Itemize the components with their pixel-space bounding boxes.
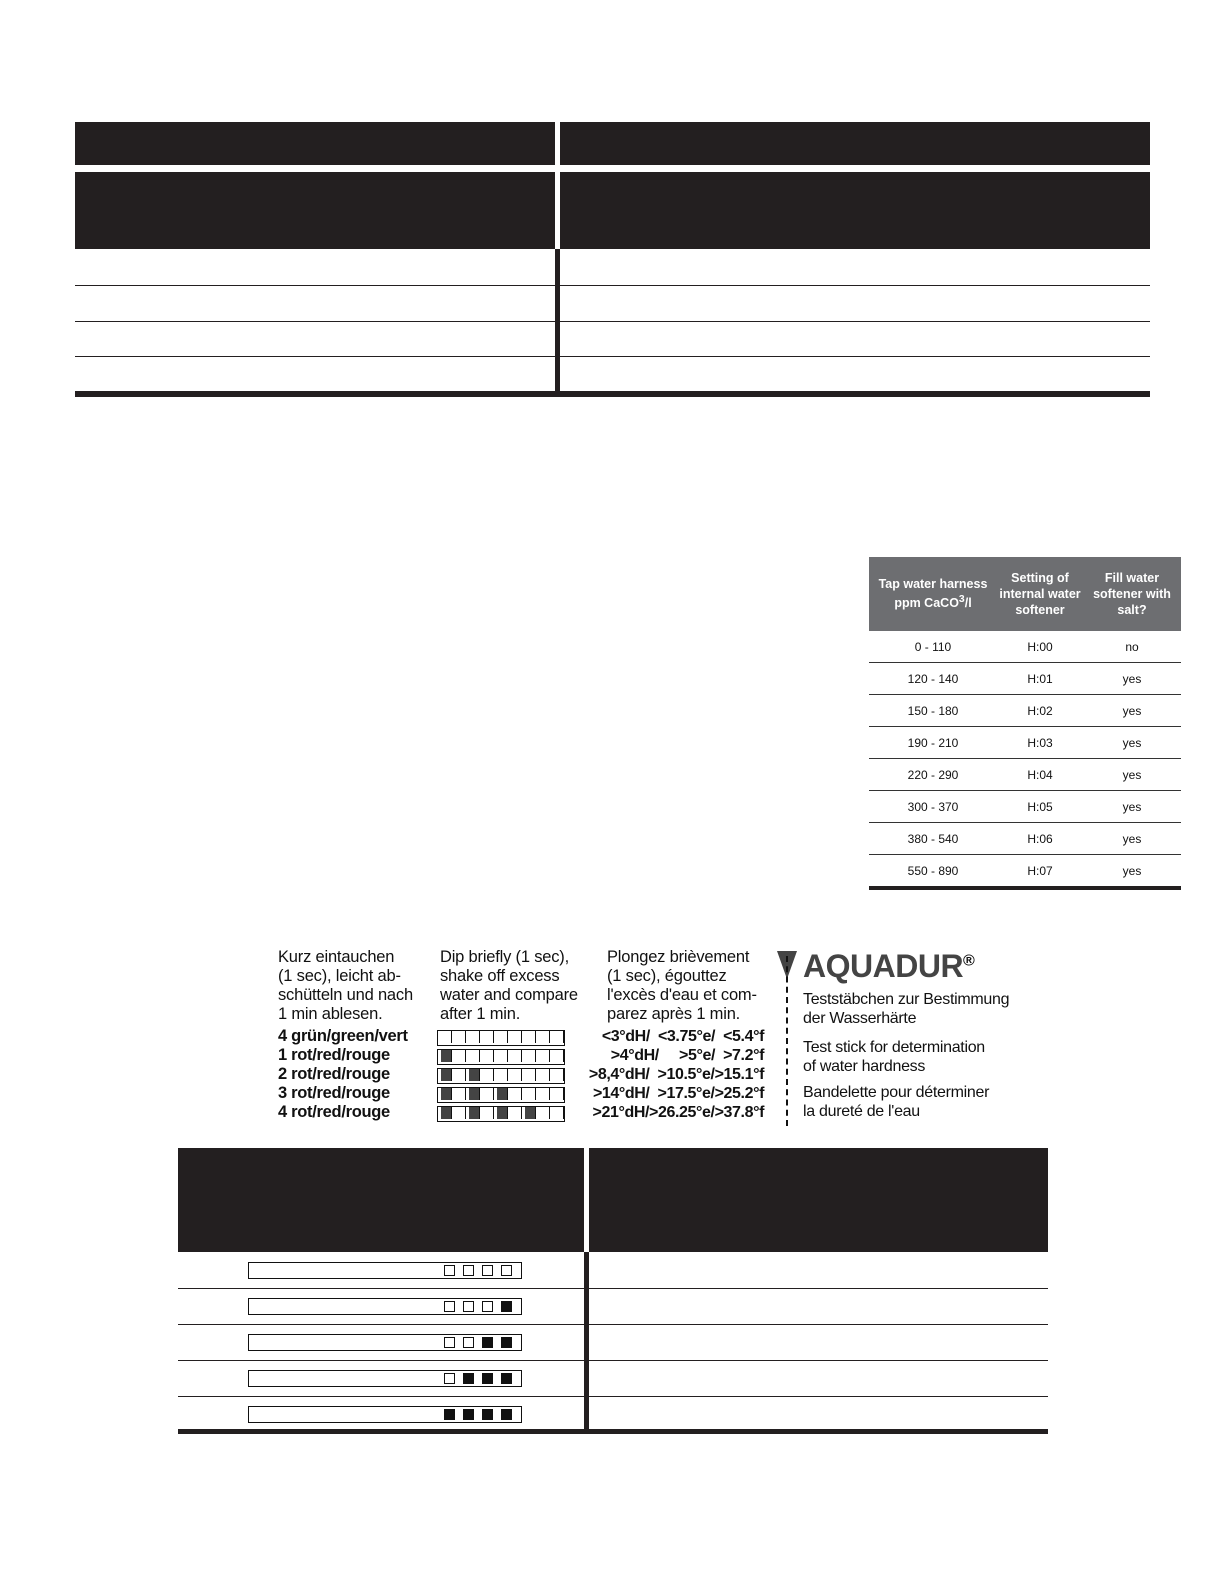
hardness-range-cell: 550 - 890 <box>907 863 959 878</box>
text-line: (1 sec), leicht ab- <box>278 967 401 985</box>
salt-cell: no <box>1125 639 1139 654</box>
strip-pad <box>511 1031 522 1043</box>
strip-pad <box>483 1031 494 1043</box>
strip-pad <box>539 1031 550 1043</box>
strip-pad <box>469 1107 480 1119</box>
strip-square <box>501 1265 512 1276</box>
test-strip <box>437 1106 565 1122</box>
text-line: der Wasserhärte <box>803 1010 917 1027</box>
text-line: la dureté de l'eau <box>803 1103 920 1120</box>
dashed-separator <box>786 956 788 1126</box>
strip-pad <box>483 1088 494 1100</box>
hardness-range-cell: 220 - 290 <box>907 767 959 782</box>
strip-pad <box>525 1069 536 1081</box>
strip-pad <box>511 1088 522 1100</box>
strip-table-column-divider <box>584 1252 589 1432</box>
instructions-fr <box>607 948 757 1024</box>
strip-indicator <box>248 1406 522 1423</box>
strip-square <box>444 1265 455 1276</box>
text-line: Plongez brièvement <box>607 948 750 966</box>
strip-square <box>463 1265 474 1276</box>
text-line: l'excès d'eau et com- <box>607 986 757 1004</box>
strip-pad <box>539 1088 550 1100</box>
strip-table-header <box>178 1148 1048 1252</box>
strip-pad <box>553 1031 564 1043</box>
hardness-value: >21°dH/>26.25°e/>37.8°f <box>592 1104 764 1121</box>
strip-square <box>501 1337 512 1348</box>
softener-setting-cell: H:01 <box>1027 671 1053 686</box>
aquadur-label <box>270 948 1030 1133</box>
color-row-label: 3 rot/red/rouge <box>278 1084 390 1102</box>
description-fr <box>803 1083 989 1121</box>
header-text: ppm CaCO <box>894 596 959 611</box>
strip-square <box>444 1301 455 1312</box>
strip-pad <box>511 1050 522 1062</box>
softener-setting-cell: H:00 <box>1027 639 1053 654</box>
text-line: Test stick for determination <box>803 1039 985 1056</box>
strip-indicator <box>248 1298 522 1315</box>
salt-cell: yes <box>1122 831 1142 846</box>
strip-square <box>463 1301 474 1312</box>
strip-indicator <box>248 1262 522 1279</box>
color-row-label: 1 rot/red/rouge <box>278 1046 390 1064</box>
top-table-header-divider <box>555 122 560 249</box>
hardness-value: >14°dH/ >17.5°e/>25.2°f <box>592 1085 764 1102</box>
hardness-value: >4°dH/ >5°e/ >7.2°f <box>610 1047 764 1064</box>
softener-setting-cell: H:03 <box>1027 735 1053 750</box>
text-line: Kurz eintauchen <box>278 948 395 966</box>
top-table-subheader-row <box>75 172 1150 249</box>
text-line: after 1 min. <box>440 1005 521 1023</box>
strip-square <box>463 1337 474 1348</box>
salt-cell: yes <box>1122 767 1142 782</box>
strip-pad <box>455 1069 466 1081</box>
strip-pad <box>469 1031 480 1043</box>
table-row <box>869 695 1181 727</box>
strip-square <box>444 1373 455 1384</box>
salt-cell: yes <box>1122 863 1142 878</box>
strip-pad <box>553 1107 564 1119</box>
strip-table-header-divider <box>584 1148 589 1252</box>
strip-pad <box>497 1088 508 1100</box>
header-fill-salt: Fill water softener with salt? <box>1093 571 1171 617</box>
header-text: /l <box>964 596 972 611</box>
strip-pad <box>539 1050 550 1062</box>
strip-pad <box>441 1069 452 1081</box>
softener-setting-cell: H:05 <box>1027 799 1053 814</box>
strip-square <box>482 1301 493 1312</box>
strip-square <box>482 1265 493 1276</box>
description-de <box>803 990 1009 1028</box>
strip-pad <box>553 1069 564 1081</box>
hardness-range-cell: 300 - 370 <box>907 799 959 814</box>
top-table-column-divider <box>555 249 560 391</box>
text-line: of water hardness <box>803 1058 926 1075</box>
strip-pad <box>455 1050 466 1062</box>
strip-square <box>501 1373 512 1384</box>
strip-pad <box>455 1088 466 1100</box>
aquadur-brand <box>803 948 974 985</box>
strip-square <box>501 1409 512 1420</box>
header-sup: 3 <box>958 594 965 606</box>
strip-square <box>444 1337 455 1348</box>
strip-square <box>482 1337 493 1348</box>
strip-table-row-line <box>178 1396 1048 1397</box>
table-row <box>869 855 1181 890</box>
strip-pad <box>483 1069 494 1081</box>
salt-cell: yes <box>1122 671 1142 686</box>
strip-square <box>463 1373 474 1384</box>
salt-cell: yes <box>1122 799 1142 814</box>
top-table-bottom-rule <box>75 391 1150 397</box>
strip-pad <box>441 1088 452 1100</box>
strip-square <box>482 1373 493 1384</box>
hardness-range-cell: 190 - 210 <box>907 735 959 750</box>
hardness-table <box>869 557 1181 890</box>
color-row-label: 4 rot/red/rouge <box>278 1103 390 1121</box>
table-row <box>869 791 1181 823</box>
strip-pad <box>525 1107 536 1119</box>
test-strip <box>437 1068 565 1084</box>
strip-pad <box>539 1107 550 1119</box>
strip-table-bottom-rule <box>178 1429 1048 1434</box>
strip-pad <box>441 1050 452 1062</box>
instructions-de <box>278 948 413 1024</box>
table-row <box>869 823 1181 855</box>
strip-table-row-line <box>178 1288 1048 1289</box>
strip-table-row-line <box>178 1360 1048 1361</box>
text-line: (1 sec), égouttez <box>607 967 727 985</box>
test-strip <box>437 1049 565 1065</box>
top-table-header-row <box>75 122 1150 165</box>
hardness-table-header <box>869 557 1181 631</box>
test-strip <box>437 1030 565 1046</box>
strip-indicator <box>248 1334 522 1351</box>
hardness-value: <3°dH/ <3.75°e/ <5.4°f <box>601 1028 764 1045</box>
softener-setting-cell: H:02 <box>1027 703 1053 718</box>
top-table-row-line <box>75 285 1150 286</box>
strip-pad <box>525 1031 536 1043</box>
header-tap-water-hardness <box>869 576 997 611</box>
strip-pad <box>455 1031 466 1043</box>
text-line: 1 min ablesen. <box>278 1005 383 1023</box>
strip-pad <box>497 1107 508 1119</box>
strip-pad <box>539 1069 550 1081</box>
top-table-row-line <box>75 321 1150 322</box>
top-table-row-line <box>75 356 1150 357</box>
color-row-label: 2 rot/red/rouge <box>278 1065 390 1083</box>
strip-square <box>444 1409 455 1420</box>
strip-table-row-line <box>178 1324 1048 1325</box>
strip-square <box>463 1409 474 1420</box>
hardness-table-body <box>869 631 1181 890</box>
strip-pad <box>497 1069 508 1081</box>
table-row <box>869 759 1181 791</box>
text-line: Dip briefly (1 sec), <box>440 948 569 966</box>
text-line: Bandelette pour déterminer <box>803 1084 990 1101</box>
text-line: shake off excess <box>440 967 560 985</box>
header-softener-setting: Setting of internal water softener <box>999 571 1081 617</box>
instructions-en <box>440 948 578 1024</box>
description-en <box>803 1038 985 1076</box>
table-row <box>869 727 1181 759</box>
strip-pad <box>511 1069 522 1081</box>
hardness-range-cell: 380 - 540 <box>907 831 959 846</box>
hardness-range-cell: 150 - 180 <box>907 703 959 718</box>
table-row <box>869 631 1181 663</box>
brand-text: AQUADUR <box>803 948 964 984</box>
salt-cell: yes <box>1122 735 1142 750</box>
softener-setting-cell: H:07 <box>1027 863 1053 878</box>
strip-pad <box>497 1031 508 1043</box>
table-row <box>869 663 1181 695</box>
strip-indicator <box>248 1370 522 1387</box>
hardness-range-cell: 0 - 110 <box>914 639 952 654</box>
salt-cell: yes <box>1122 703 1142 718</box>
strip-pad <box>553 1050 564 1062</box>
softener-setting-cell: H:04 <box>1027 767 1053 782</box>
strip-square <box>482 1409 493 1420</box>
softener-setting-cell: H:06 <box>1027 831 1053 846</box>
strip-pad <box>525 1088 536 1100</box>
strip-square <box>501 1301 512 1312</box>
hardness-value: >8,4°dH/ >10.5°e/>15.1°f <box>588 1066 764 1083</box>
text-line: Teststäbchen zur Bestimmung <box>803 991 1010 1008</box>
strip-pad <box>497 1050 508 1062</box>
strip-pad <box>441 1107 452 1119</box>
text-line: schütteln und nach <box>278 986 413 1004</box>
hardness-range-cell: 120 - 140 <box>907 671 959 686</box>
test-strip <box>437 1087 565 1103</box>
color-row-label: 4 grün/green/vert <box>278 1027 408 1045</box>
text-line: water and compare <box>440 986 578 1004</box>
strip-pad <box>511 1107 522 1119</box>
strip-pad <box>483 1050 494 1062</box>
registered-mark: ® <box>963 952 975 970</box>
strip-pad <box>469 1050 480 1062</box>
header-text: Tap water harness <box>878 577 988 592</box>
strip-pad <box>455 1107 466 1119</box>
strip-pad <box>469 1069 480 1081</box>
strip-pad <box>525 1050 536 1062</box>
text-line: parez après 1 min. <box>607 1005 741 1023</box>
strip-pad <box>483 1107 494 1119</box>
strip-pad <box>469 1088 480 1100</box>
strip-pad <box>441 1031 452 1043</box>
strip-pad <box>553 1088 564 1100</box>
